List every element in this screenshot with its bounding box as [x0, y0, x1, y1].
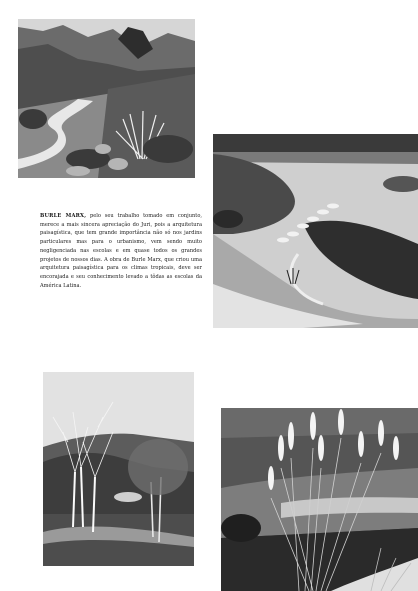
caption-lead: BURLE MARX, — [40, 213, 87, 219]
photo-trees-hill — [43, 372, 194, 566]
photo-hillside-garden — [18, 19, 195, 178]
photo-pampas-grass-image — [221, 408, 418, 591]
photo-lake-garden-image — [213, 134, 418, 328]
photo-lake-garden — [213, 134, 418, 328]
caption-burle-marx — [40, 212, 202, 290]
caption-body: pelo seu trabalho tomado em conjunto, merece a mais sincera apreciação do Juri, pois a arquitetura paisagística, que tem grande importância não só nos jardins particulares mas para o urbanismo, vem sendo muito negligenciada nas escolas e em quase todos os grandes projetos de nossos dias. A obra de Burle Marx, que criou uma arquitetura paisagística para os climas tropicais, deve ser encorajada e seu conhecimento levado a tôdas as escolas da América Latina. — [40, 213, 202, 289]
photo-trees-hill-image — [43, 372, 194, 566]
photo-hillside-garden-image — [18, 19, 195, 178]
photo-pampas-grass — [221, 408, 418, 591]
